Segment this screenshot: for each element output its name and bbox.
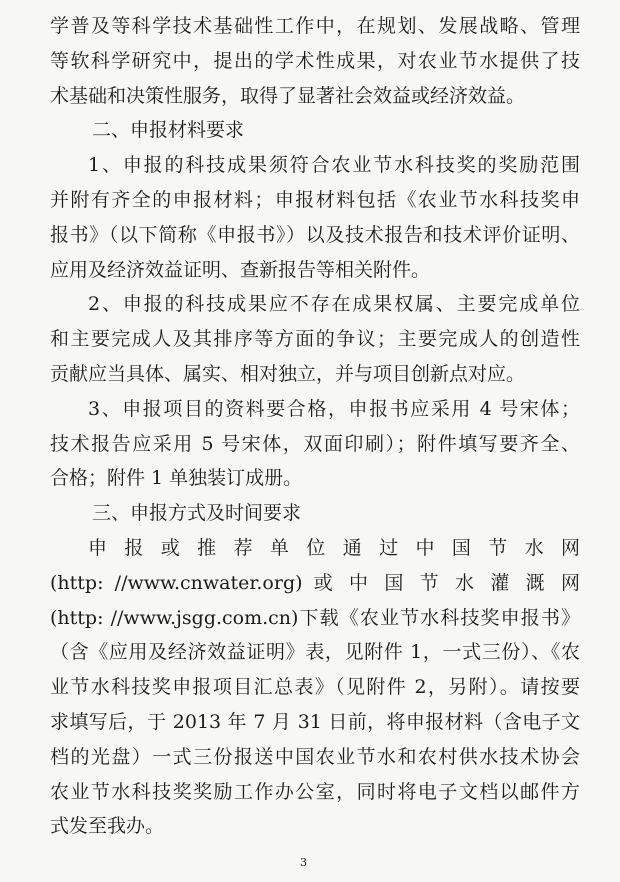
text-line: 术基础和决策性服务，取得了显著社会效益或经济效益。 <box>50 84 526 107</box>
text-line: (http: //www.jsgg.com.cn)下载《农业节水科技奖申报书》 <box>50 606 580 629</box>
section-heading: 二、申报材料要求 <box>92 119 245 142</box>
text-line: 1、申报的科技成果须符合农业节水科技奖的奖励范围 <box>88 154 580 177</box>
text-line: 2、申报的科技成果应不存在成果权属、主要完成单位 <box>88 293 580 316</box>
text-line: （含《应用及经济效益证明》表，见附件 1，一式三份）、《农 <box>50 641 580 664</box>
text-line: 和主要完成人及其排序等方面的争议；主要完成人的创造性 <box>50 328 580 351</box>
text-line: 申 报 或 推 荐 单 位 通 过 中 国 节 水 网 <box>88 537 580 559</box>
text-line: 农业节水科技奖奖励工作办公室，同时将电子文档以邮件方 <box>50 780 580 803</box>
text-line: 技术报告应采用 5 号宋体，双面印刷）；附件填写要齐全、 <box>50 432 580 455</box>
page-number: 3 <box>300 856 307 869</box>
text-line: 报书》（以下简称《申报书》）以及技术报告和技术评价证明、 <box>50 223 580 246</box>
text-line: 求填写后，于 2013 年 7 月 31 日前，将申报材料（含电子文 <box>50 711 580 733</box>
text-line: 档的光盘）一式三份报送中国农业节水和农村供水技术协会 <box>50 745 580 768</box>
text-line: 学普及等科学技术基础性工作中，在规划、发展战略、管理 <box>50 15 580 37</box>
text-line: 合格；附件 1 单独装订成册。 <box>50 467 303 490</box>
text-line: 等软科学研究中，提出的学术性成果，对农业节水提供了技 <box>50 49 580 72</box>
text-line: 3、申报项目的资料要合格，申报书应采用 4 号宋体； <box>88 397 580 420</box>
text-line: (http: //www.cnwater.org) 或 中 国 节 水 灌 溉 网 <box>50 571 580 594</box>
text-line: 式发至我办。 <box>50 815 165 838</box>
text-line: 业节水科技奖申报项目汇总表》（见附件 2，另附）。请按要 <box>50 676 580 699</box>
text-line: 并附有齐全的申报材料；申报材料包括《农业节水科技奖申 <box>50 189 580 211</box>
text-line: 应用及经济效益证明、查新报告等相关附件。 <box>50 258 431 281</box>
text-line: 贡献应当具体、属实、相对独立，并与项目创新点对应。 <box>50 363 526 385</box>
section-heading: 三、申报方式及时间要求 <box>92 502 302 525</box>
